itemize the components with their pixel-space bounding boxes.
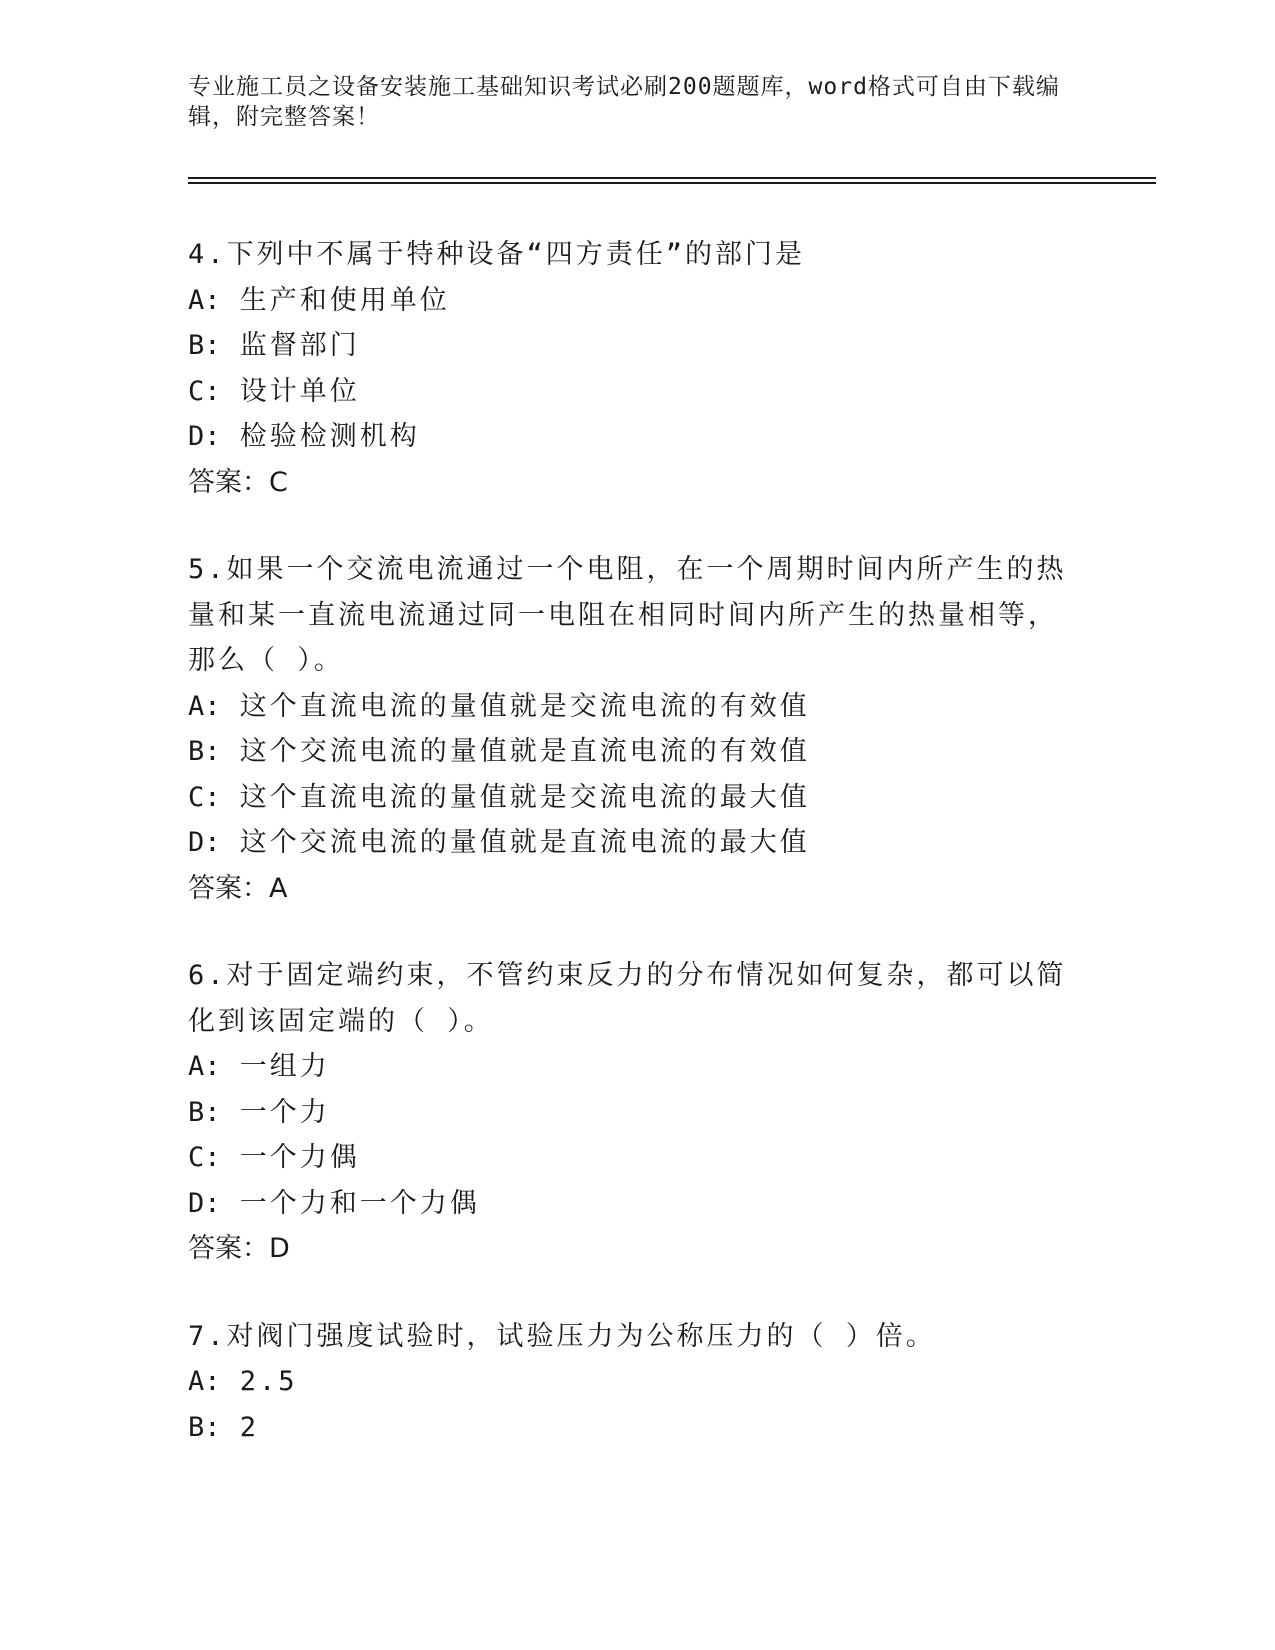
option-letter: A: bbox=[188, 690, 221, 722]
option-text: 这个交流电流的量值就是直流电流的有效值 bbox=[239, 736, 810, 767]
option-text: 2.5 bbox=[239, 1366, 298, 1397]
option-letter: A: bbox=[188, 1051, 221, 1082]
option-d bbox=[188, 1181, 1068, 1227]
header-divider-bottom bbox=[188, 182, 1156, 184]
option-letter: C: bbox=[188, 375, 221, 407]
question-list bbox=[188, 232, 1068, 1492]
option-text: 这个交流电流的量值就是直流电流的最大值 bbox=[239, 827, 810, 858]
option-text: 生产和使用单位 bbox=[239, 284, 450, 316]
question-7 bbox=[188, 1314, 1068, 1451]
option-d bbox=[188, 414, 1068, 460]
option-d bbox=[188, 820, 1068, 866]
question-text: 6.对于固定端约束，不管约束反力的分布情况如何复杂，都可以简化到该固定端的（ ）。 bbox=[188, 960, 1067, 1037]
answer-line: 答案：D bbox=[188, 1233, 290, 1264]
answer-line: 答案：C bbox=[188, 466, 288, 498]
question-4 bbox=[188, 232, 1068, 505]
question-text: 7.对阀门强度试验时，试验压力为公称压力的（ ）倍。 bbox=[188, 1320, 936, 1352]
option-letter: C: bbox=[188, 781, 221, 813]
option-text: 一个力偶 bbox=[239, 1142, 360, 1173]
option-c bbox=[188, 369, 1068, 415]
option-text: 一个力 bbox=[239, 1096, 330, 1128]
header-divider-top bbox=[188, 177, 1156, 179]
option-text: 2 bbox=[239, 1411, 260, 1443]
option-c bbox=[188, 775, 1068, 821]
option-text: 一组力 bbox=[239, 1051, 330, 1082]
option-text: 这个直流电流的量值就是交流电流的有效值 bbox=[239, 690, 810, 722]
option-text: 一个力和一个力偶 bbox=[239, 1187, 480, 1219]
option-letter: C: bbox=[188, 1142, 221, 1173]
option-b bbox=[188, 729, 1068, 775]
option-text: 监督部门 bbox=[239, 330, 360, 361]
document-header bbox=[188, 72, 1068, 132]
option-letter: B: bbox=[188, 736, 221, 767]
option-b bbox=[188, 1405, 1068, 1451]
question-6 bbox=[188, 953, 1068, 1272]
document-title: 专业施工员之设备安装施工基础知识考试必刷200题题库，word格式可自由下载编辑，附完整答案！ bbox=[188, 74, 1060, 130]
option-a bbox=[188, 1359, 1068, 1405]
option-letter: D: bbox=[188, 421, 221, 452]
option-a bbox=[188, 278, 1068, 324]
option-letter: A: bbox=[188, 284, 221, 316]
option-a bbox=[188, 1044, 1068, 1090]
option-b bbox=[188, 323, 1068, 369]
option-letter: A: bbox=[188, 1366, 221, 1397]
option-c bbox=[188, 1135, 1068, 1181]
option-text: 设计单位 bbox=[239, 375, 360, 407]
option-a bbox=[188, 684, 1068, 730]
answer-line: 答案：A bbox=[188, 872, 288, 904]
option-letter: B: bbox=[188, 330, 221, 361]
option-letter: D: bbox=[188, 827, 221, 858]
option-b bbox=[188, 1090, 1068, 1136]
option-letter: B: bbox=[188, 1411, 221, 1443]
option-text: 这个直流电流的量值就是交流电流的最大值 bbox=[239, 781, 810, 813]
option-text: 检验检测机构 bbox=[239, 421, 420, 452]
option-letter: B: bbox=[188, 1096, 221, 1128]
option-letter: D: bbox=[188, 1187, 221, 1219]
question-text: 4.下列中不属于特种设备“四方责任”的部门是 bbox=[188, 239, 806, 270]
question-5 bbox=[188, 547, 1068, 911]
question-text: 5.如果一个交流电流通过一个电阻，在一个周期时间内所产生的热量和某一直流电流通过同一电阻在相同时间内所产生的热量相等，那么（ ）。 bbox=[188, 554, 1067, 676]
